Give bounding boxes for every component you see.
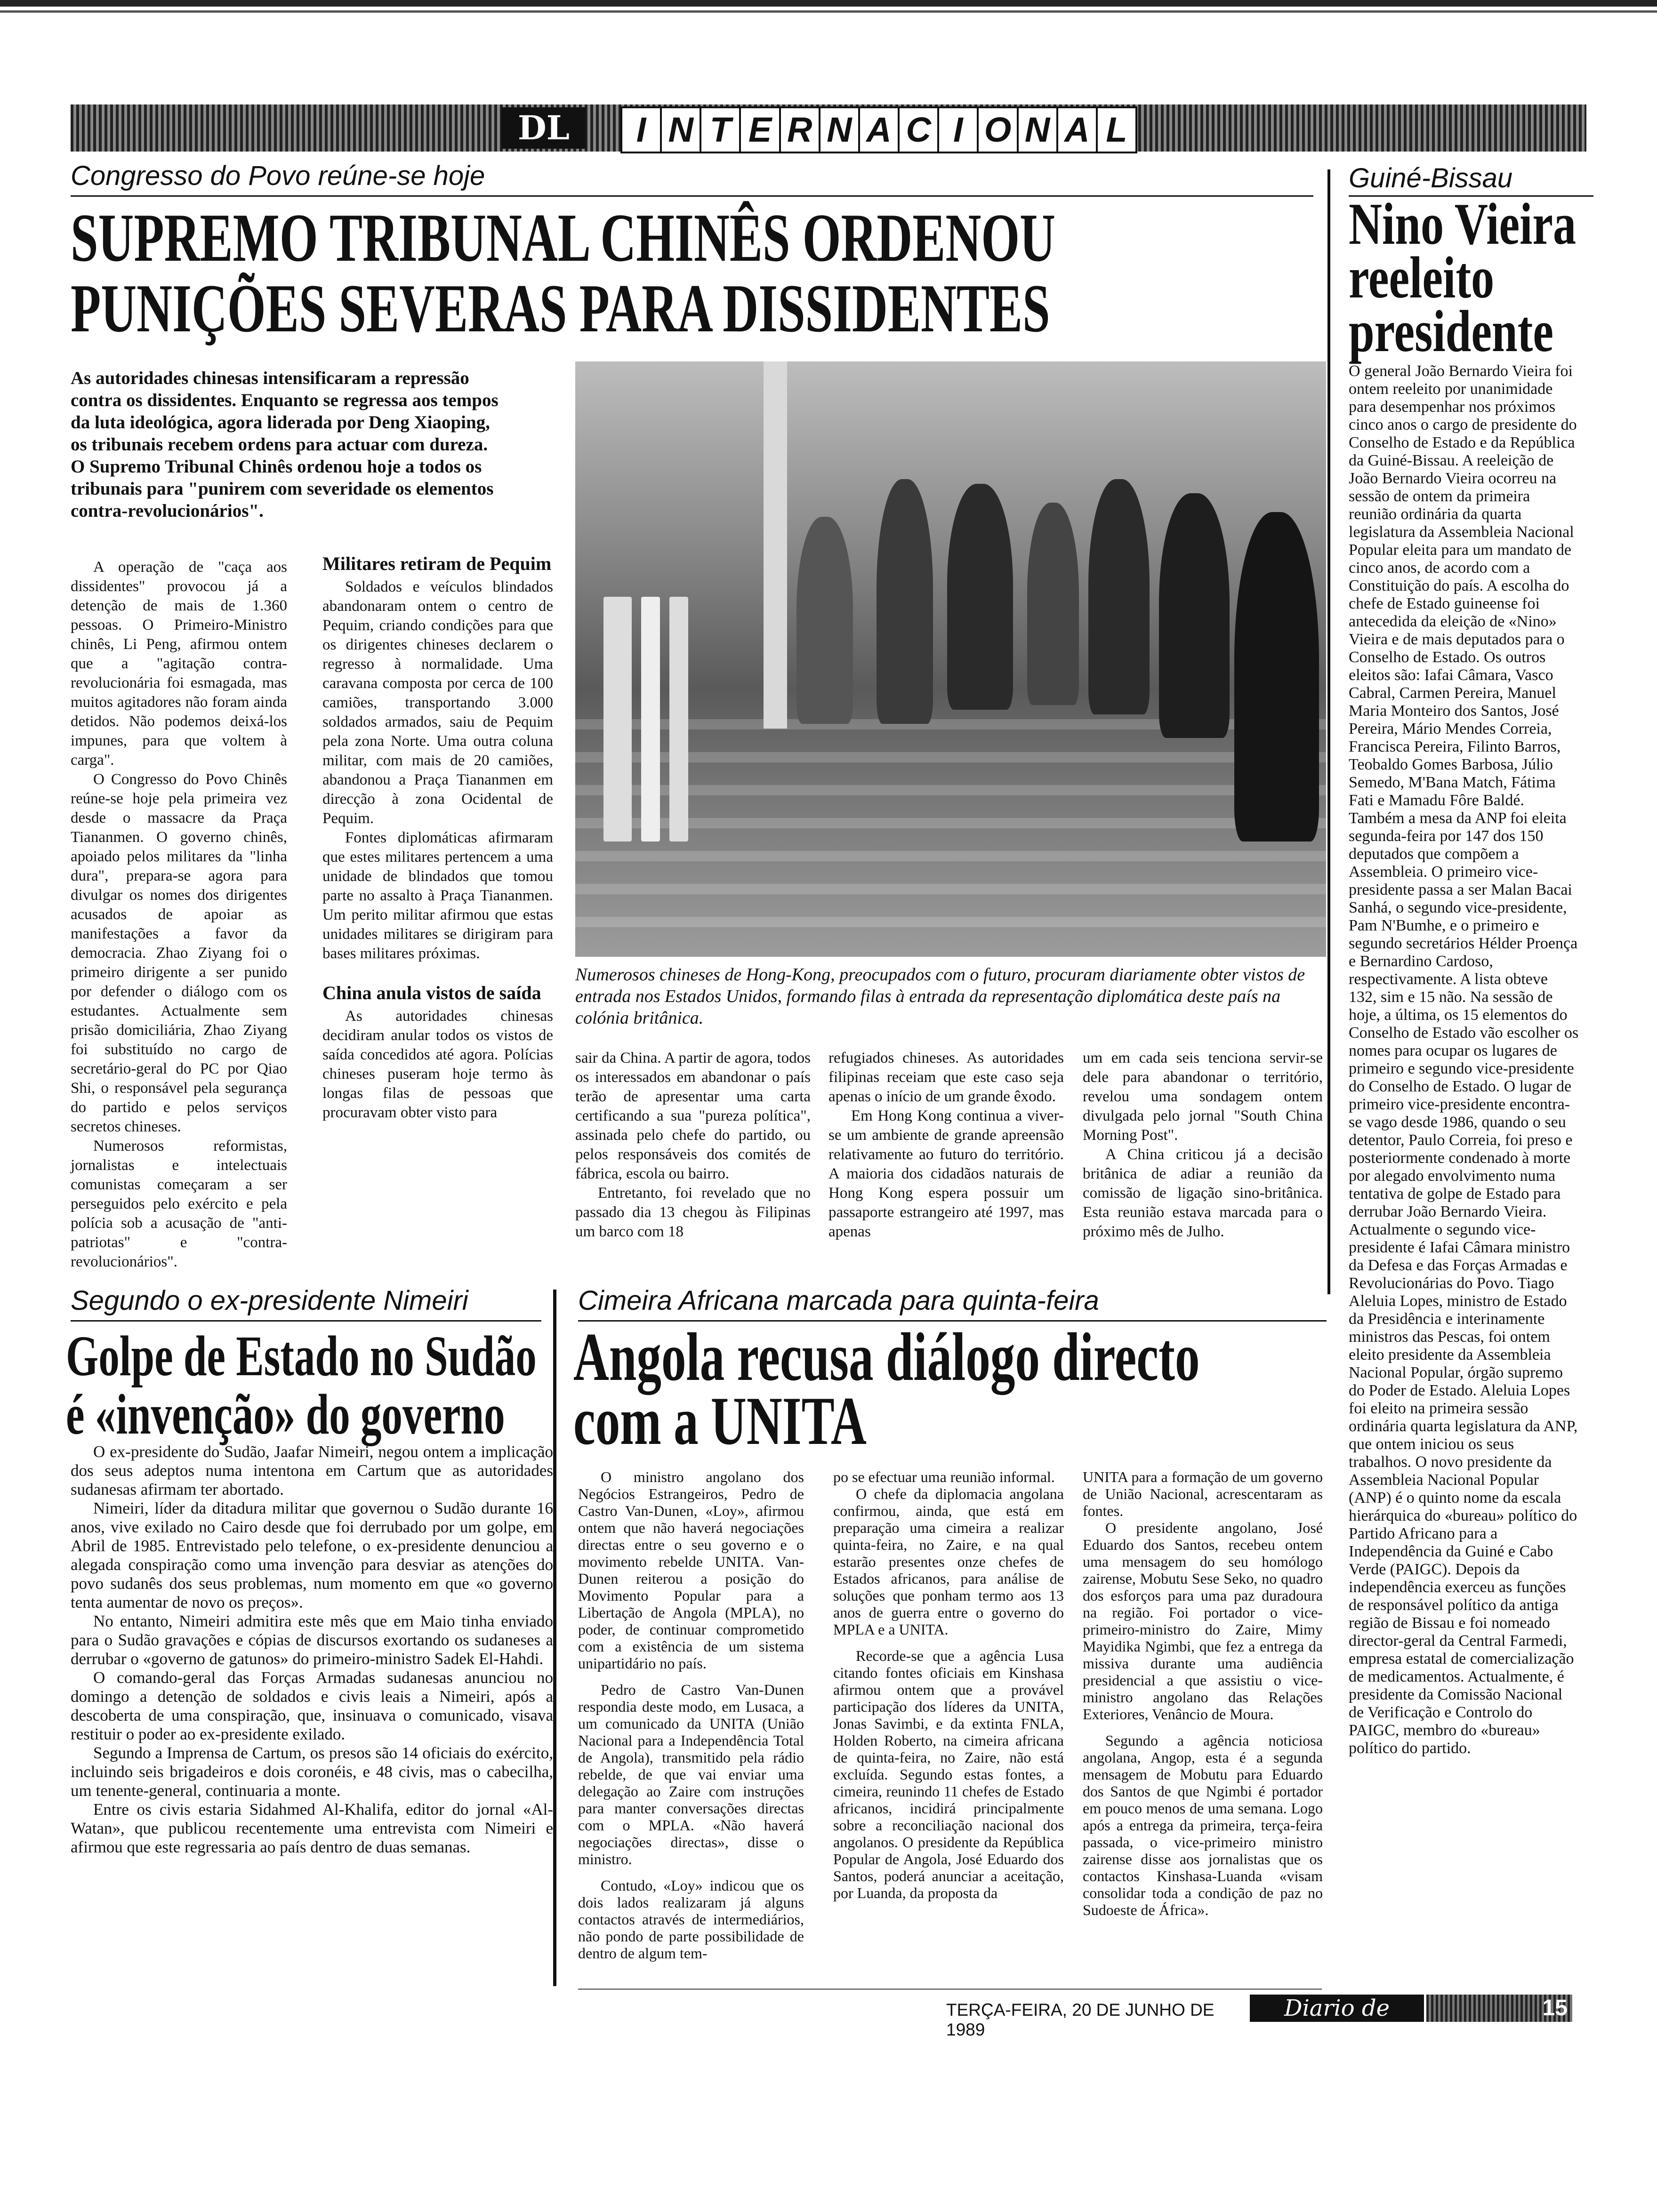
paragraph: Fontes diplomáticas afirmaram que estes militares pertencem a uma unidade de blindados que tomou parte no assalto à Praça Tiananmen. Um perito militar afirmou que estas unidades militares se dirigiram para bases militares próximas. xyxy=(322,829,553,962)
column-rule xyxy=(553,1290,556,1986)
paragraph: As autoridades chinesas decidiram anular todos os vistos de saída concedidos até agora. Polícias chineses puseram hoje termo às longas filas de pessoas que procuravam obter visto para xyxy=(322,1008,553,1121)
paragraph: Segundo a agência noticiosa angolana, Angop, esta é a segunda mensagem de Mobutu para Eduardo dos Santos de que Ngimbi é portador em pouco menos de uma semana. Logo após a entrega da primeira, terça-feira passada, o vice-primeiro ministro zairense disse aos jornalistas que os contactos Kinshasa-Luanda «visam consolidar toda a condição de paz no Sudoeste de África». xyxy=(1083,1732,1323,1918)
paragraph: A China criticou já a decisão britânica de adiar a reunião da comissão de ligação sino-britânica. Esta reunião estava marcada para o próximo mês de Julho. xyxy=(1083,1146,1323,1240)
paragraph: O comando-geral das Forças Armadas sudanesas anunciou no domingo a detenção de soldados e civis leais a Nimeiri, após a descoberta de uma conspiração, que, insinuava o comunicado, visava restituir o poder ao ex-presidente exilado. xyxy=(71,1668,553,1743)
paragraph: sair da China. A partir de agora, todos os interessados em abandonar o país terão de apresentar uma carta certificando a sua "pureza política", assinada pelo chefe do partido, ou pelos responsáveis dos comités de fábrica, escola ou bairro. xyxy=(575,1050,811,1182)
sudan-kicker: Segundo o ex-presidente Nimeiri xyxy=(71,1285,468,1316)
section-letter: I xyxy=(939,108,979,152)
paragraph: Contudo, «Loy» indicou que os dois lados realizaram já alguns contactos através de intermediários, não pondo de parte possibilidade de dentro de algum tem- xyxy=(578,1877,804,1962)
subhead-militares: Militares retiram de Pequim xyxy=(322,553,552,574)
top-edge-line-2 xyxy=(0,10,1657,13)
paragraph: Segundo a Imprensa de Cartum, os presos são 14 oficiais do exército, incluindo seis brigadeiros e dois coronéis, e 48 civis, mas o cabecilha, um tenente-general, continuaria a monte. xyxy=(71,1744,553,1800)
angola-col-2 xyxy=(833,1468,1064,1901)
section-letter: A xyxy=(860,108,900,152)
angola-col-1 xyxy=(578,1468,804,1962)
footer-date: TERÇA-FEIRA, 20 DE JUNHO DE 1989 xyxy=(946,2000,1215,2039)
china-lead: As autoridades chinesas intensificaram a repressão contra os dissidentes. Enquanto se regressa aos tempos da luta ideológica, agora liderada por Deng Xiaoping, os tribunais recebem ordens para actuar com dureza. O Supremo Tribunal Chinês ordenou hoje a todos os tribunais para "punirem com severidade os elementos contra-revolucionários". xyxy=(71,368,499,521)
section-title-internacional xyxy=(620,106,1137,153)
china-kicker-rule xyxy=(71,195,1313,197)
paragraph: Entre os civis estaria Sidahmed Al-Khalifa, editor do jornal «Al-Watan», que publicou recentemente uma entrevista com Nimeiri e afirmou que este regressaria ao país dentro de duas semanas. xyxy=(71,1800,553,1856)
section-letter: E xyxy=(741,108,780,152)
paragraph: UNITA para a formação de um governo de União Nacional, acrescentaram as fontes. xyxy=(1083,1468,1323,1519)
china-col-2 xyxy=(322,553,553,1122)
china-col-5 xyxy=(1083,1049,1323,1242)
paragraph: Numerosos reformistas, jornalistas e intelectuais comunistas começaram a ser perseguidos pelo exército e pela polícia sob a acusação de "anti-patriotas" e "contra-revolucionários". xyxy=(71,1138,287,1270)
paragraph: po se efectuar uma reunião informal. xyxy=(833,1468,1055,1485)
section-letter: R xyxy=(781,108,820,152)
section-letter: O xyxy=(979,108,1018,152)
china-headline: SUPREMO TRIBUNAL CHINÊS ORDENOU PUNIÇÕES SEVERAS PARA DISSIDENTES xyxy=(71,200,1056,346)
sudan-body xyxy=(71,1443,553,1857)
paragraph: Em Hong Kong continua a viver-se um ambiente de grande apreensão relativamente ao futuro do território. A maioria dos cidadãos naturais de Hong Kong espera possuir um passaporte estrangeiro até 1997, mas apenas xyxy=(828,1107,1064,1240)
paragraph: Entretanto, foi revelado que no passado dia 13 chegou às Filipinas um barco com 18 xyxy=(575,1185,811,1240)
paragraph: O ex-presidente do Sudão, Jaafar Nimeiri, negou ontem a implicação dos seus adeptos numa intentona em Cartum que as autoridades sudanesas afirmam ter abortado. xyxy=(71,1443,553,1499)
china-col-3 xyxy=(575,1049,811,1242)
angola-headline: Angola recusa diálogo directo com a UNITA xyxy=(573,1319,1200,1459)
paragraph: refugiados chineses. As autoridades filipinas receiam que este caso seja apenas o início de um grande êxodo. xyxy=(828,1050,1064,1105)
section-letter: A xyxy=(1058,108,1098,152)
china-kicker: Congresso do Povo reúne-se hoje xyxy=(71,160,485,191)
sudan-kicker-rule xyxy=(71,1320,541,1322)
china-col-4 xyxy=(828,1049,1064,1242)
section-letter: N xyxy=(820,108,860,152)
sudan-headline: Golpe de Estado no Sudão é «invenção» do governo xyxy=(66,1324,537,1446)
paragraph: O chefe da diplomacia angolana confirmou, ainda, que está em preparação uma cimeira a realizar quinta-feira, no Zaire, e na qual estarão presentes onze chefes de Estados africanos, para análise de soluções que ponham termo aos 13 anos de guerra entre o governo do MPLA e a UNITA. xyxy=(833,1485,1064,1638)
section-letter: N xyxy=(662,108,701,152)
newspaper-logo: Diario de Lisboa xyxy=(1250,1995,1424,2022)
section-letter: C xyxy=(900,108,939,152)
paragraph: O ministro angolano dos Negócios Estrangeiros, Pedro de Castro Van-Dunen, «Loy», afirmou ontem que não haverá negociações directas entre o seu governo e o movimento rebelde UNITA. Van-Dunen reiterou a posição do Movimento Popular para a Libertação de Angola (MPLA), no poder, de continuar comprometido com a existência de um sistema unipartidário no país. xyxy=(578,1468,804,1672)
top-edge-line xyxy=(0,0,1657,7)
paragraph: Soldados e veículos blindados abandonaram ontem o centro de Pequim, criando condições para que os dirigentes chineses declarem o regresso à normalidade. Uma caravana composta por cerca de 100 camiões, transportando 3.000 soldados armados, saiu de Pequim pela zona Norte. Uma outra coluna militar, com mais de 20 camiões, abandonou a Praça Tiananmen em direcção à zona Ocidental de Pequim. xyxy=(322,578,553,827)
guine-headline: Nino Vieira reeleito presidente xyxy=(1349,192,1577,364)
section-letter: N xyxy=(1019,108,1058,152)
angola-col-3 xyxy=(1083,1468,1323,1918)
paragraph: O Congresso do Povo Chinês reúne-se hoje pela primeira vez desde o massacre da Praça Tiananmen. O governo chinês, apoiado pelos militares da "linha dura", prepara-se agora para divulgar os nomes dos dirigentes acusados de apoiar as manifestações a favor da democracia. Zhao Ziyang foi o primeiro dirigente a ser punido por defender o diálogo com os estudantes. Actualmente sem prisão domiciliária, Zhao Ziyang foi substituído no cargo de secretário-geral do PC por Qiao Shi, o responsável pela segurança do partido e pelos serviços secretos chineses. xyxy=(71,771,287,1135)
dl-logo: DL xyxy=(501,107,586,149)
section-letter: T xyxy=(701,108,741,152)
paragraph: No entanto, Nimeiri admitira este mês que em Maio tinha enviado para o Sudão gravações e cópias de discursos exortando os sudaneses a derrubar o «governo de gatunos» do primeiro-ministro Sadek El-Hahdi. xyxy=(71,1612,553,1668)
angola-kicker: Cimeira Africana marcada para quinta-feira xyxy=(578,1285,1099,1316)
footer-rule xyxy=(578,1988,1322,1990)
guine-kicker: Guiné-Bissau xyxy=(1349,163,1513,193)
paragraph: Pedro de Castro Van-Dunen respondia deste modo, em Lusaca, a um comunicado da UNITA (União Nacional para a Independência Total de Angola), transmitido pela rádio rebelde, de que vai enviar uma delegação ao Zaire com instruções para manter conversações directas com o MPLA. «Não haverá negociações directas», disse o ministro. xyxy=(578,1681,804,1867)
china-col-1 xyxy=(71,558,287,1272)
guine-body: O general João Bernardo Vieira foi ontem reeleito por unanimidade para desempenhar nos próximos cinco anos o cargo de presidente do Conselho de Estado e da República da Guiné-Bissau. A reeleição de João Bernardo Vieira ocorreu na sessão de ontem da primeira reunião ordinária da quarta legislatura da Assembleia Nacional Popular eleita para um mandato de cinco anos, de acordo com a Constituição do país. A escolha do chefe de Estado guineense foi antecedida da eleição de «Nino» Vieira e de mais deputados para o Conselho de Estado. Os outros eleitos são: Iafai Câmara, Vasco Cabral, Carmen Pereira, Manuel Maria Monteiro dos Santos, José Pereira, Mário Mendes Correia, Francisca Pereira, Filinto Barros, Teobaldo Gomes Barbosa, Júlio Semedo, M'Bana Match, Fátima Fati e Mamadu Fôre Baldé. Também a mesa da ANP foi eleita segunda-feira por 147 dos 150 deputados que compõem a Assembleia. O primeiro vice-presidente passa a ser Malan Bacai Sanhá, o segundo vice-presidente, Pam N'Bumhe, e o primeiro e segundo secretários Hélder Proença e Bernardino Cardoso, respectivamente. A lista obteve 132, sim e 15 não. Na sessão de hoje, a última, os 15 elementos do Conselho de Estado vão escolher os nomes para ocupar os lugares de primeiro e segundo vice-presidente do Conselho de Estado. O lugar de primeiro vice-presidente encontra-se vago desde 1986, quando o seu detentor, Paulo Correia, foi preso e posteriormente condenado à morte por alegado envolvimento numa tentativa de golpe de Estado para derrubar João Bernardo Vieira. Actualmente o segundo vice-presidente é Iafai Câmara ministro da Defesa e das Forças Armadas e Revolucionárias do Povo. Tiago Aleluia Lopes, ministro de Estado da Presidência e interinamente ministros das Pescas, foi ontem eleito presidente da Assembleia Nacional Popular, órgão supremo do Poder de Estado. Aleluia Lopes foi eleito na primeira sessão ordinária quarta legislatura da ANP, que ontem iniciou os seus trabalhos. O novo presidente da Assembleia Nacional Popular (ANP) é o quinto nome da escala hierárquica do «bureau» político do Partido Africano para a Independência da Guiné e Cabo Verde (PAIGC). Depois da independência exerceu as funções de responsável político da antiga região de Bissau e foi nomeado director-geral da Central Farmedi, empresa estatal de comercialização de medicamentos. Actualmente, é presidente da Comissão Nacional de Verificação e Controlo do PAIGC, membro do «bureau» político do partido. xyxy=(1349,362,1579,1757)
photo-caption: Numerosos chineses de Hong-Kong, preocupados com o futuro, procuram diariamente obter vistos de entrada nos Estados Unidos, formando filas à entrada da representação diplomática deste país na colónia britânica. xyxy=(575,965,1305,1028)
section-letter: I xyxy=(622,108,662,152)
page-number: 15 xyxy=(1426,1995,1572,2022)
hong-kong-queue-photo xyxy=(575,361,1326,957)
paragraph: um em cada seis tenciona servir-se dele para abandonar o território, revelou uma sondagem ontem divulgada pelo jornal "South China Morning Post". xyxy=(1083,1050,1323,1144)
paragraph: Nimeiri, líder da ditadura militar que governou o Sudão durante 16 anos, vive exilado no Cairo desde que foi derrubado por um golpe, em Abril de 1985. Entrevistado pelo telefone, o ex-presidente denunciou a alegada conspiração como uma invenção para desviar as atenções do povo sudanês dos seus problemas, num momento em que «o governo tenta aumentar de novo os preços». xyxy=(71,1499,553,1611)
paragraph: O presidente angolano, José Eduardo dos Santos, recebeu ontem uma mensagem do seu homólogo zairense, Mobutu Sese Seko, no quadro dos esforços para uma paz duradoura na região. Foi portador o vice-primeiro-ministro do Zaire, Mimy Mayidika Ngimbi, que fez a entrega da missiva durante uma audiência presidencial a que assistiu o vice-ministro angolano das Relações Exteriores, Venâncio de Moura. xyxy=(1083,1519,1323,1723)
sidebar-rule xyxy=(1327,169,1330,1294)
paragraph: A operação de "caça aos dissidentes" provocou já a detenção de mais de 1.360 pessoas. O Primeiro-Ministro chinês, Li Peng, afirmou ontem que a "agitação contra-revolucionária foi esmagada, mas muitos agitadores não foram ainda detidos. Não podemos deixá-los impunes, para que voltem à carga". xyxy=(71,559,287,769)
section-letter: L xyxy=(1106,110,1127,149)
subhead-vistos: China anula vistos de saída xyxy=(322,982,541,1003)
paragraph: Recorde-se que a agência Lusa citando fontes oficiais em Kinshasa afirmou ontem que a provável participação dos líderes da UNITA, Jonas Savimbi, e da extinta FNLA, Holden Roberto, na cimeira africana de quinta-feira, no Zaire, não está excluída. Segundo estas fontes, a cimeira, reunindo 11 chefes de Estado africanos, incidirá principalmente sobre a reconciliação nacional dos angolanos. O presidente da República Popular de Angola, José Eduardo dos Santos, poderá anunciar a aceitação, por Luanda, da proposta da xyxy=(833,1647,1064,1901)
